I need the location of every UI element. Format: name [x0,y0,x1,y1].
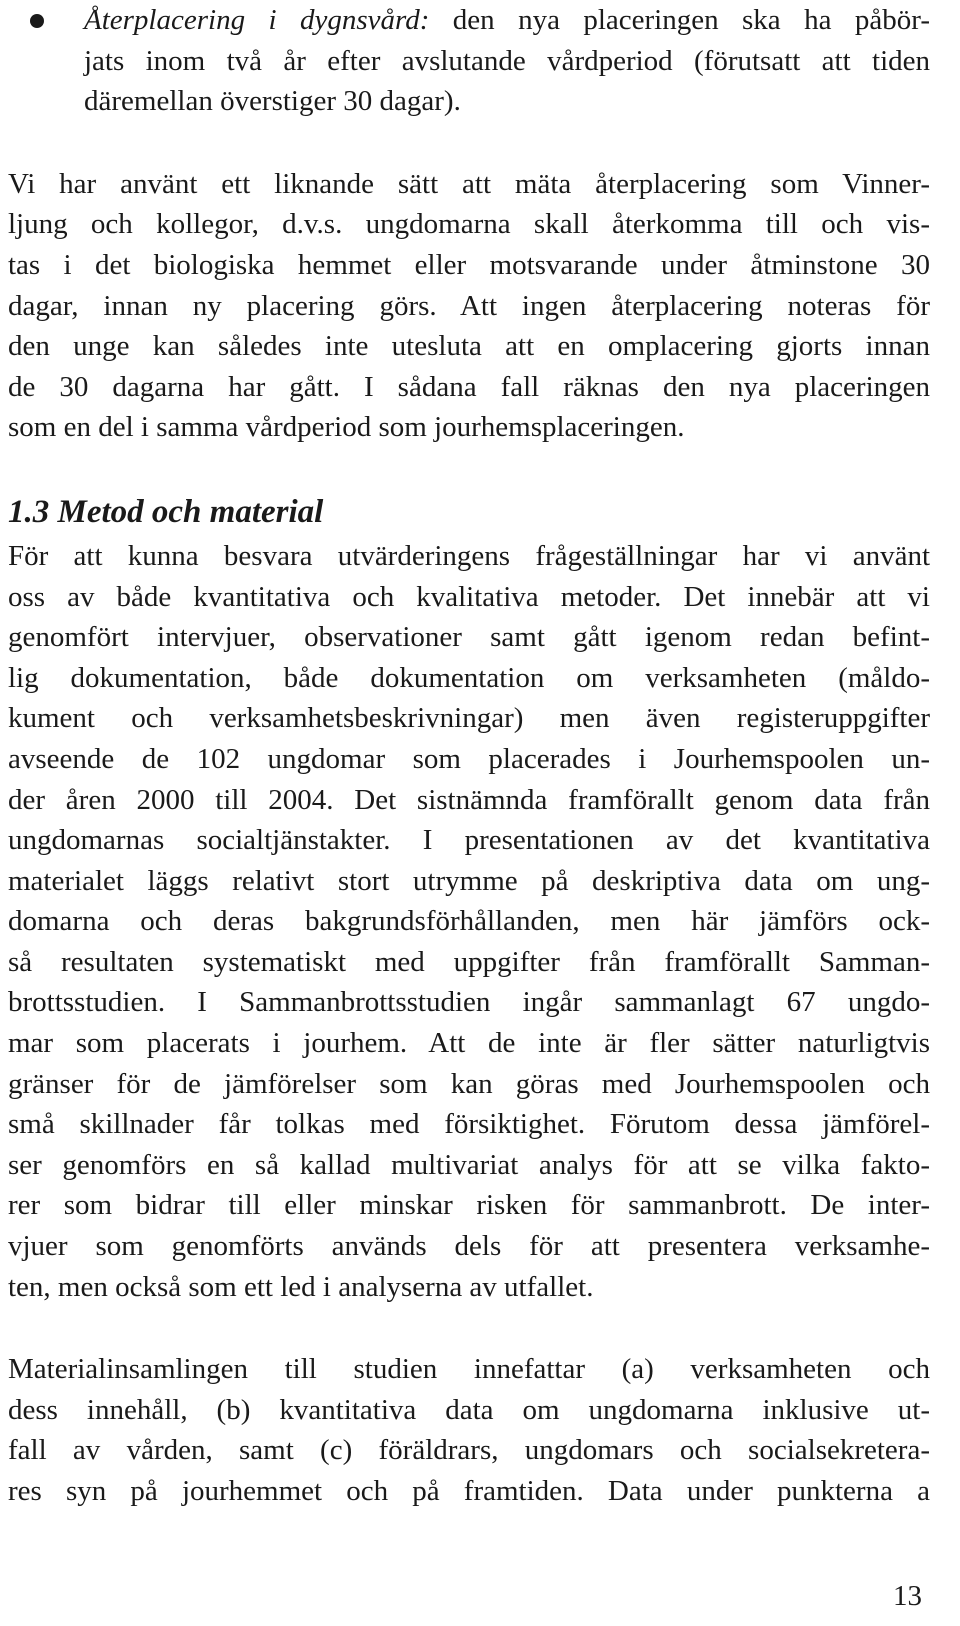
text-line: mar som placerats i jourhem. Att de inte är fler sätter naturligtvis [8,1027,930,1060]
text-line: tas i det biologiska hemmet eller motsvarande under åtminstone 30 [8,248,930,281]
text-line: dess innehåll, (b) kvantitativa data om ungdomarna inklusive ut- [8,1393,930,1426]
text-line: jats inom två år efter avslutande vårdperiod (förutsatt att tiden [84,44,930,77]
text-line: brottsstudien. I Sammanbrottsstudien ingår sammanlagt 67 ungdo- [8,986,930,1019]
text-line: För att kunna besvara utvärderingens frågeställningar har vi använt [8,539,930,572]
section-heading: 1.3 Metod och material [8,493,324,530]
paragraph [8,1349,930,1511]
text-line: der åren 2000 till 2004. Det sistnämnda framförallt genom data från [8,783,930,816]
text-line: Vi har använt ett liknande sätt att mäta återplacering som Vinner- [8,167,930,200]
bullet-item [8,0,930,122]
text-line: så resultaten systematiskt med uppgifter från framförallt Samman- [8,945,930,978]
text-line: dagar, innan ny placering görs. Att ingen återplacering noteras för [8,289,930,322]
text-line: genomfört intervjuer, observationer samt gått igenom redan befint- [8,621,930,654]
text-line: små skillnader får tolkas med försiktighet. Förutom dessa jämförel- [8,1108,930,1141]
text-line: domarna och deras bakgrundsförhållanden, men här jämförs ock- [8,905,930,938]
bullet-icon [30,14,44,28]
text-line: materialet läggs relativt stort utrymme på deskriptiva data om ung- [8,864,930,897]
page-number: 13 [893,1580,922,1612]
text-line: de 30 dagarna har gått. I sådana fall räknas den nya placeringen [8,370,930,403]
text-line: oss av både kvantitativa och kvalitativa metoder. Det innebär att vi [8,580,930,613]
paragraph [8,164,930,448]
text-line: ungdomarnas socialtjänstakter. I presentationen av det kvantitativa [8,824,930,857]
text-line: ser genomförs en så kallad multivariat analys för att se vilka fakto- [8,1148,930,1181]
text-line: lig dokumentation, både dokumentation om verksamheten (måldo- [8,661,930,694]
text-line: res syn på jourhemmet och på framtiden. Data under punkterna a [8,1475,930,1507]
text-line: rer som bidrar till eller minskar risken för sammanbrott. De inter- [8,1189,930,1222]
text-line: ten, men också som ett led i analyserna av utfallet. [8,1270,594,1303]
text-line: Materialinsamlingen till studien innefattar (a) verksamheten och [8,1353,930,1386]
text-line: som en del i samma vårdperiod som jourhemsplaceringen. [8,411,685,444]
document-page [8,0,930,1512]
text-line: fall av vården, samt (c) föräldrars, ungdomars och socialsekretera- [8,1434,930,1467]
text-line: Återplacering i dygnsvård: den nya placeringen ska ha påbör- [84,4,930,36]
emphasis-term: Återplacering i dygnsvård: [84,4,430,36]
paragraph [8,536,930,1307]
text-line: vjuer som genomförts används dels för att presentera verksamhe- [8,1230,930,1263]
text-line: gränser för de jämförelser som kan göras med Jourhemspoolen och [8,1067,930,1100]
text-line: den unge kan således inte utesluta att en omplacering gjorts innan [8,330,930,363]
text-line: kument och verksamhetsbeskrivningar) men även registeruppgifter [8,702,930,735]
text-line: däremellan överstiger 30 dagar). [84,85,461,118]
text-line: ljung och kollegor, d.v.s. ungdomarna skall återkomma till och vis- [8,208,930,241]
text-line: avseende de 102 ungdomar som placerades i Jourhemspoolen un- [8,742,930,775]
